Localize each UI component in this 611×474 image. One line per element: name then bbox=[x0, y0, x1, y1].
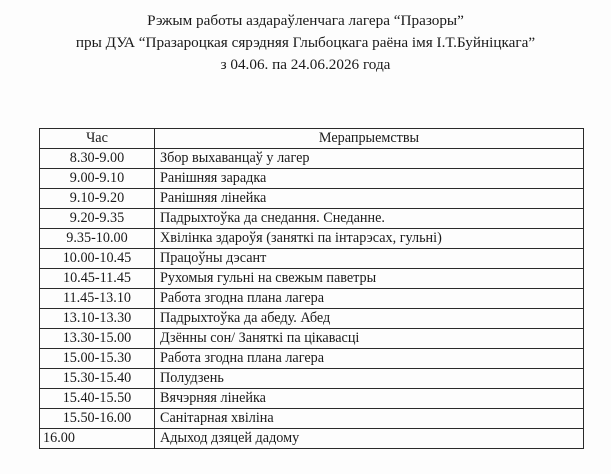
activity-cell: Дзённы сон/ Заняткі па цікавасці bbox=[155, 329, 584, 349]
activity-cell: Вячэрняя лінейка bbox=[155, 389, 584, 409]
time-cell: 9.10-9.20 bbox=[40, 189, 155, 209]
activity-cell: Рухомыя гульні на свежым паветры bbox=[155, 269, 584, 289]
table-row bbox=[40, 149, 584, 169]
activity-cell: Ранішняя лінейка bbox=[155, 189, 584, 209]
header-title: Рэжым работы аздараўленчага лагера “Празоры” bbox=[147, 12, 464, 29]
column-header-activity: Мерапрыемствы bbox=[155, 129, 584, 149]
time-cell: 9.35-10.00 bbox=[40, 229, 155, 249]
time-cell: 16.00 bbox=[40, 429, 155, 449]
time-cell: 13.10-13.30 bbox=[40, 309, 155, 329]
table-row bbox=[40, 169, 584, 189]
activity-cell: Збор выхаванцаў у лагер bbox=[155, 149, 584, 169]
time-cell: 15.00-15.30 bbox=[40, 349, 155, 369]
activity-cell: Падрыхтоўка да абеду. Абед bbox=[155, 309, 584, 329]
time-cell: 13.30-15.00 bbox=[40, 329, 155, 349]
time-cell: 15.30-15.40 bbox=[40, 369, 155, 389]
column-header-time: Час bbox=[40, 129, 155, 149]
table-row bbox=[40, 209, 584, 229]
table-row bbox=[40, 349, 584, 369]
activity-cell: Хвілінка здароўя (заняткі па інтарэсах, гульні) bbox=[155, 229, 584, 249]
activity-cell: Полудзень bbox=[155, 369, 584, 389]
time-cell: 8.30-9.00 bbox=[40, 149, 155, 169]
time-cell: 10.45-11.45 bbox=[40, 269, 155, 289]
table-row bbox=[40, 329, 584, 349]
document-header bbox=[0, 10, 611, 76]
time-cell: 11.45-13.10 bbox=[40, 289, 155, 309]
time-cell: 15.40-15.50 bbox=[40, 389, 155, 409]
table-row bbox=[40, 369, 584, 389]
table-row bbox=[40, 189, 584, 209]
table-row bbox=[40, 289, 584, 309]
time-cell: 9.00-9.10 bbox=[40, 169, 155, 189]
table-header-row bbox=[40, 129, 584, 149]
table-row bbox=[40, 269, 584, 289]
activity-cell: Санітарная хвіліна bbox=[155, 409, 584, 429]
activity-cell: Работа згодна плана лагера bbox=[155, 289, 584, 309]
time-cell: 9.20-9.35 bbox=[40, 209, 155, 229]
activity-cell: Працоўны дэсант bbox=[155, 249, 584, 269]
activity-cell: Адыход дзяцей дадому bbox=[155, 429, 584, 449]
activity-cell: Ранішняя зарадка bbox=[155, 169, 584, 189]
table-row bbox=[40, 309, 584, 329]
header-period: з 04.06. па 24.06.2026 года bbox=[220, 56, 391, 73]
table-row bbox=[40, 389, 584, 409]
header-institution: пры ДУА “Празароцкая сярэдняя Глыбоцкага раёна імя І.Т.Буйніцкага” bbox=[75, 34, 536, 51]
schedule-table bbox=[39, 128, 584, 449]
activity-cell: Падрыхтоўка да снедання. Снеданне. bbox=[155, 209, 584, 229]
table-row bbox=[40, 409, 584, 429]
time-cell: 10.00-10.45 bbox=[40, 249, 155, 269]
activity-cell: Работа згодна плана лагера bbox=[155, 349, 584, 369]
time-cell: 15.50-16.00 bbox=[40, 409, 155, 429]
table-row bbox=[40, 249, 584, 269]
table-row bbox=[40, 429, 584, 449]
table-row bbox=[40, 229, 584, 249]
